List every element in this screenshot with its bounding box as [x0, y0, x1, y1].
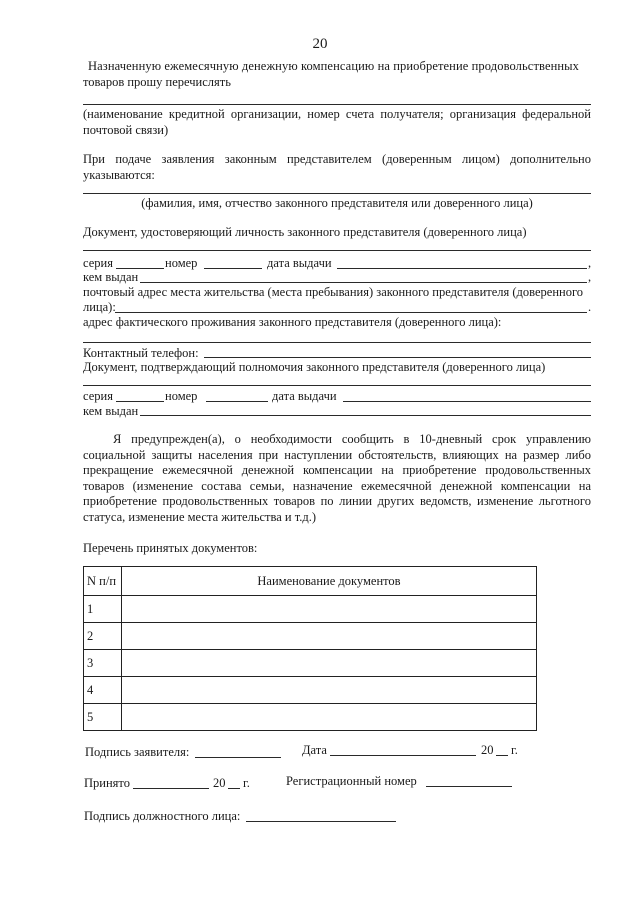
authority-document-field[interactable] [83, 385, 591, 386]
authority-document-label: Документ, подтверждающий полномочия законного представителя (доверенного лица) [83, 360, 546, 374]
date-year-field[interactable] [496, 755, 508, 756]
table-row [84, 704, 537, 731]
row-number: 1 [84, 596, 122, 623]
series-field[interactable] [116, 268, 164, 269]
date-year: 20 [481, 743, 494, 757]
issued-by-label-2: кем выдан [83, 404, 139, 418]
issue-date-field[interactable] [337, 268, 587, 269]
row-number: 3 [84, 650, 122, 677]
column-header-number: N п/п [84, 567, 122, 596]
column-header-name: Наименование документов [122, 567, 537, 596]
number-field-2[interactable] [206, 401, 268, 402]
identity-document-field[interactable] [83, 250, 591, 251]
bank-details-caption: (наименование кредитной организации, номер счета получателя; организация федеральной почтовой связи) [83, 107, 591, 137]
table-header-row [84, 567, 537, 596]
issued-by-label: кем выдан [83, 270, 139, 284]
number-field[interactable] [204, 268, 262, 269]
document-name-cell[interactable] [122, 596, 537, 623]
accepted-label: Принято [84, 776, 130, 790]
issued-by-field-2[interactable] [140, 415, 591, 416]
document-name-cell[interactable] [122, 677, 537, 704]
date-field[interactable] [330, 755, 476, 756]
table-row [84, 623, 537, 650]
bank-details-field[interactable] [83, 104, 591, 105]
accepted-year-field[interactable] [228, 788, 240, 789]
issue-date-label: дата выдачи [267, 256, 332, 270]
row-number: 4 [84, 677, 122, 704]
table-row [84, 677, 537, 704]
row-number: 2 [84, 623, 122, 650]
number-label-2: номер [165, 389, 198, 403]
accepted-year: 20 [213, 776, 226, 790]
actual-address-field[interactable] [83, 342, 591, 343]
document-name-cell[interactable] [122, 623, 537, 650]
row-number: 5 [84, 704, 122, 731]
issue-date-label-2: дата выдачи [272, 389, 337, 403]
page-number: 20 [312, 36, 328, 52]
date-year-suffix: г. [511, 743, 518, 757]
notification-warning: Я предупрежден(а), о необходимости сообщить в 10-дневный срок управлению социальной защиты населения при наступлении обстоятельств, влияющих на размер либо прекращение ежемесячной денежной компенсации на приобретение продовольственных товаров (изменение состава семьи, назначение ежемесячной денежной компенсации на приобретение продовольственных товаров по линии других ведомств, изменение льготного статуса, изменение места жительства и т.д.) [83, 432, 591, 524]
postal-address-label-cont: лица): [83, 300, 116, 314]
table-row [84, 596, 537, 623]
series-label-2: серия [83, 389, 113, 403]
representative-intro: При подаче заявления законным представителем (доверенным лицом) дополнительно указываются: [83, 152, 591, 182]
representative-fio-caption: (фамилия, имя, отчество законного представителя или доверенного лица) [141, 196, 533, 210]
issued-by-field[interactable] [140, 282, 587, 283]
documents-table [83, 566, 537, 731]
phone-field[interactable] [204, 357, 591, 358]
accepted-year-suffix: г. [243, 776, 250, 790]
documents-list-title: Перечень принятых документов: [83, 541, 258, 555]
registration-number-label: Регистрационный номер [286, 774, 417, 788]
applicant-signature-field[interactable] [195, 757, 281, 758]
registration-number-field[interactable] [426, 786, 512, 787]
postal-address-label: почтовый адрес места жительства (места пребывания) законного представителя (доверенного [83, 285, 584, 299]
official-signature-label: Подпись должностного лица: [84, 809, 241, 823]
representative-fio-field[interactable] [83, 193, 591, 194]
period-mark: . [588, 300, 592, 314]
postal-address-field[interactable] [115, 312, 587, 313]
comma-mark: , [588, 256, 592, 270]
compensation-text-line1: Назначенную ежемесячную денежную компенсацию на приобретение продовольственных [88, 59, 580, 73]
document-name-cell[interactable] [122, 650, 537, 677]
issue-date-field-2[interactable] [343, 401, 591, 402]
phone-label: Контактный телефон: [83, 346, 199, 360]
date-label: Дата [302, 743, 327, 757]
series-label: серия [83, 256, 113, 270]
identity-document-label: Документ, удостоверяющий личность законного представителя (доверенного лица) [83, 225, 527, 239]
accepted-date-field[interactable] [133, 788, 209, 789]
document-name-cell[interactable] [122, 704, 537, 731]
number-label: номер [165, 256, 198, 270]
comma-mark-2: , [588, 270, 592, 284]
table-row [84, 650, 537, 677]
compensation-text-line2: товаров прошу перечислять [83, 75, 231, 89]
applicant-signature-label: Подпись заявителя: [85, 745, 190, 759]
official-signature-field[interactable] [246, 821, 396, 822]
series-field-2[interactable] [116, 401, 164, 402]
actual-address-label: адрес фактического проживания законного представителя (доверенного лица): [83, 315, 502, 329]
